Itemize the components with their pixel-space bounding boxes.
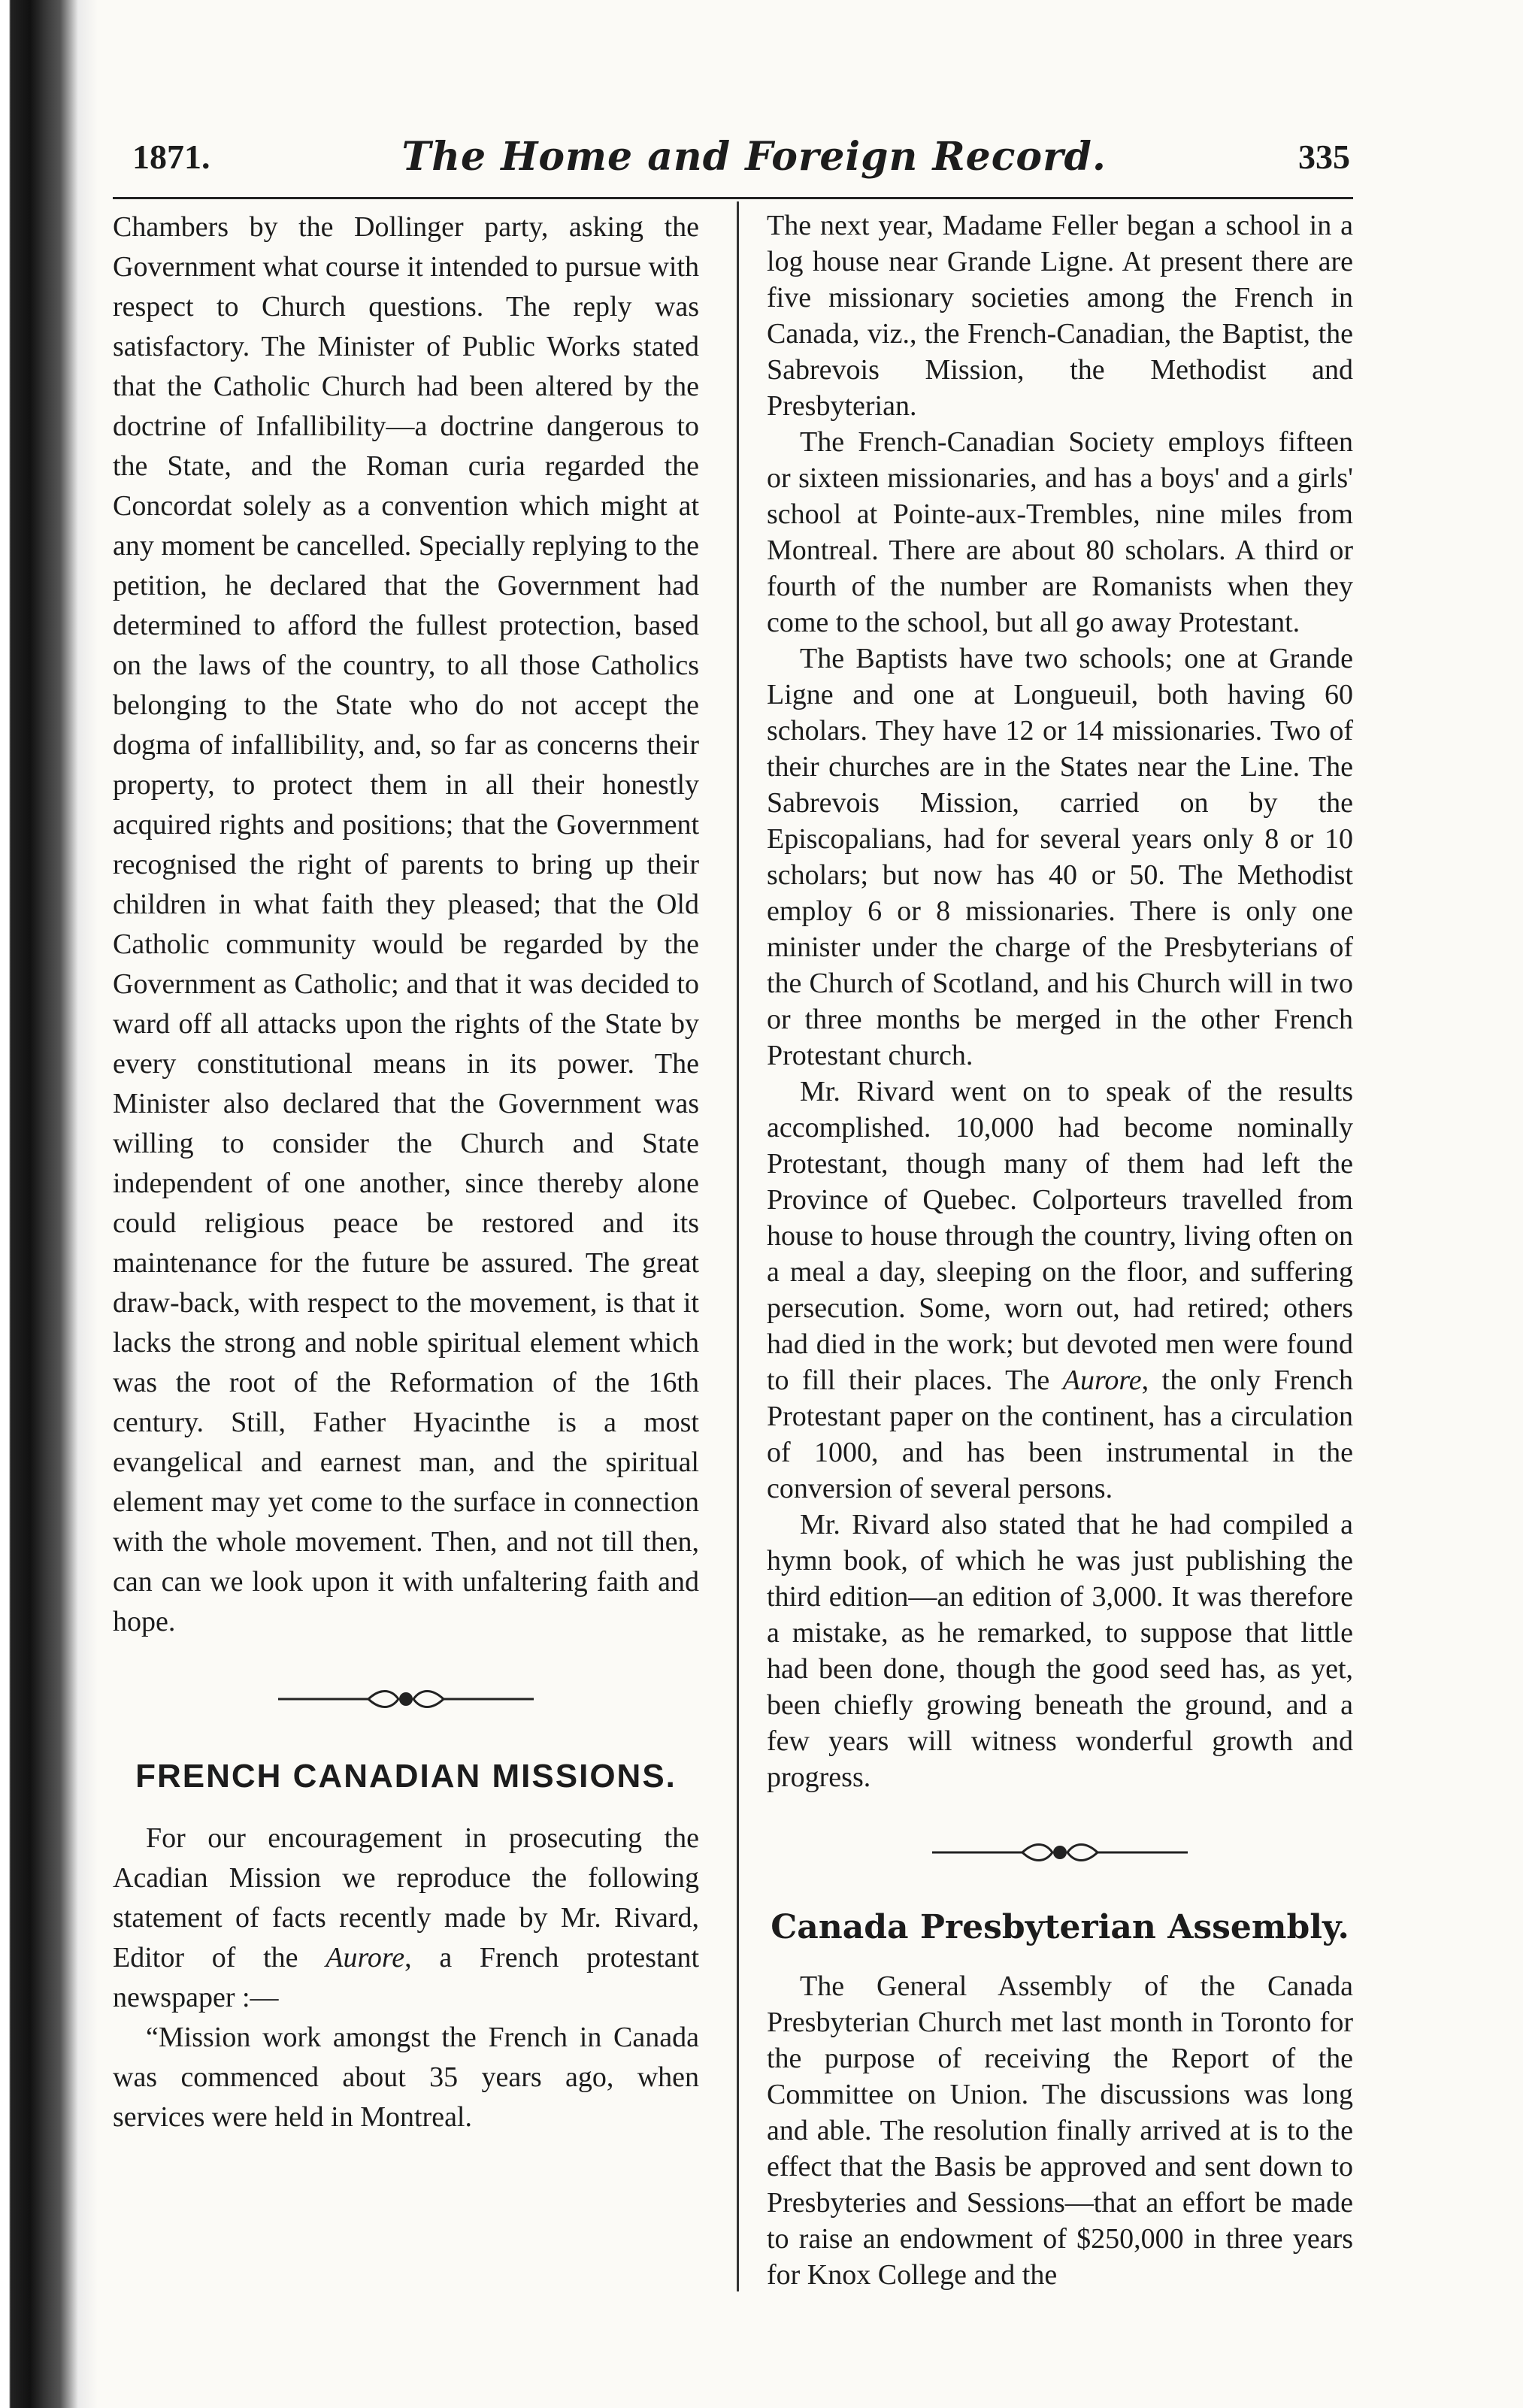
running-header xyxy=(132,126,1350,186)
paragraph: Mr. Rivard also stated that he had compiled a hymn book, of which he was just publishing the third edition—an edition of 3,000. It was therefore a mistake, as he remarked, to suppose that little had been done, though the good seed has, as yet, been chiefly growing beneath the ground, and a few years will witness wonderful growth and progress. xyxy=(767,1509,1353,1793)
paragraph: The next year, Madame Feller began a school in a log house near Grande Ligne. At present there are five missionary societies among the French in Canada, viz., the French-Canadian, the Baptist, the Sabrevois Mission, the Methodist and Presbyterian. xyxy=(767,210,1353,422)
section-heading: Canada Presbyterian Assembly. xyxy=(771,1908,1349,1946)
newspaper-name: Aurore xyxy=(325,1942,405,1973)
paragraph: The General Assembly of the Canada Presbyterian Church met last month in Toronto for the purpose of receiving the Report of the Committee on Union. The discussions was long and able. The resolution finally arrived at is to the effect that the Basis be approved and sent down to Presbyteries and Sessions—that an effort be made to raise an endowment of $250,000 in three years for Knox College and the xyxy=(767,1970,1353,2291)
header-rule xyxy=(113,197,1353,199)
paragraph: “Mission work amongst the French in Canada was commenced about 35 years ago, when services were held in Montreal. xyxy=(113,2022,699,2133)
section-heading: FRENCH CANADIAN MISSIONS. xyxy=(135,1758,677,1795)
paragraph-text: For our encouragement in prosecuting the Acadian Mission we reproduce the following statement of facts recently made by Mr. Rivard, Editor of the xyxy=(113,1822,699,1973)
paragraph xyxy=(767,1074,1353,1507)
header-year: 1871. xyxy=(132,137,210,176)
journal-title: The Home and Foreign Record. xyxy=(401,133,1107,180)
page-number: 335 xyxy=(1297,137,1350,176)
section-ornament xyxy=(767,1837,1353,1867)
section-ornament xyxy=(113,1684,699,1714)
paragraph xyxy=(113,1819,699,2018)
column-divider xyxy=(737,201,739,2291)
right-column xyxy=(767,207,1353,2293)
ornament-flourish-icon xyxy=(278,1686,534,1713)
paragraph: Chambers by the Dollinger party, asking the Government what course it intended to pursue with respect to Church questions. The reply was satisfactory. The Minister of Public Works stated that the Catholic Church had been altered by the doctrine of Infallibility—a doctrine dangerous to the State, and the Roman curia regarded the Concordat solely as a convention which might at any moment be cancelled. Specially replying to the petition, he declared that the Government had determined to afford the fullest protection, based on the laws of the country, to all those Catholics belonging to the State who do not accept the dogma of infallibility, and, so far as concerns their property, to protect them in all their honestly acquired rights and positions; that the Government recognised the right of parents to bring up their children in what faith they pleased; that the Old Catholic community would be regarded by the Government as Catholic; and that it was decided to ward off all attacks upon the rights of the State by every constitutional means in its power. The Minister also declared that the Government was willing to consider the Church and State independent of one another, since thereby alone could religious peace be restored and its maintenance for the future be assured. The great draw-back, with respect to the movement, is that it lacks the strong and noble spiritual element which was the root of the Reformation of the 16th century. Still, Father Hyacinthe is a most evangelical and earnest man, and the spiritual element may yet come to the surface in connection with the whole movement. Then, and not till then, can can we look upon it with unfaltering faith and hope. xyxy=(113,211,699,1637)
paragraph-text: , a French protestant newspaper :— xyxy=(113,1942,700,2013)
paragraph-text: , the only French Protestant paper on the continent, has a circulation of 1000, and has been instrumental in the conversion of several persons. xyxy=(767,1365,1353,1504)
binding-edge xyxy=(0,0,98,2408)
paragraph-text: Mr. Rivard went on to speak of the results accomplished. 10,000 had become nominally Protestant, though many of them had left the Province of Quebec. Colporteurs travelled from house to house through the country, living often on a meal a day, sleeping on the floor, and suffering persecution. Some, worn out, had retired; others had died in the work; but devoted men were found to fill their places. The xyxy=(767,1076,1353,1396)
ornament-flourish-icon xyxy=(932,1839,1188,1866)
paragraph: The French-Canadian Society employs fifteen or sixteen missionaries, and has a boys' and a girls' school at Pointe-aux-Trembles, nine miles from Montreal. There are about 80 scholars. A third or fourth of the number are Romanists when they come to the school, but all go away Protestant. xyxy=(767,426,1353,638)
paragraph: The Baptists have two schools; one at Grande Ligne and one at Longueuil, both having 60 scholars. They have 12 or 14 missionaries. Two of their churches are in the States near the Line. The Sabrevois Mission, carried on by the Episcopalians, had for several years only 8 or 10 scholars; but now has 40 or 50. The Methodist employ 6 or 8 missionaries. There is only one minister under the charge of the Presbyterians of the Church of Scotland, and his Church will in two or three months be merged in the other French Protestant church. xyxy=(767,643,1353,1071)
left-column xyxy=(113,207,699,2137)
newspaper-name: Aurore xyxy=(1062,1365,1142,1396)
